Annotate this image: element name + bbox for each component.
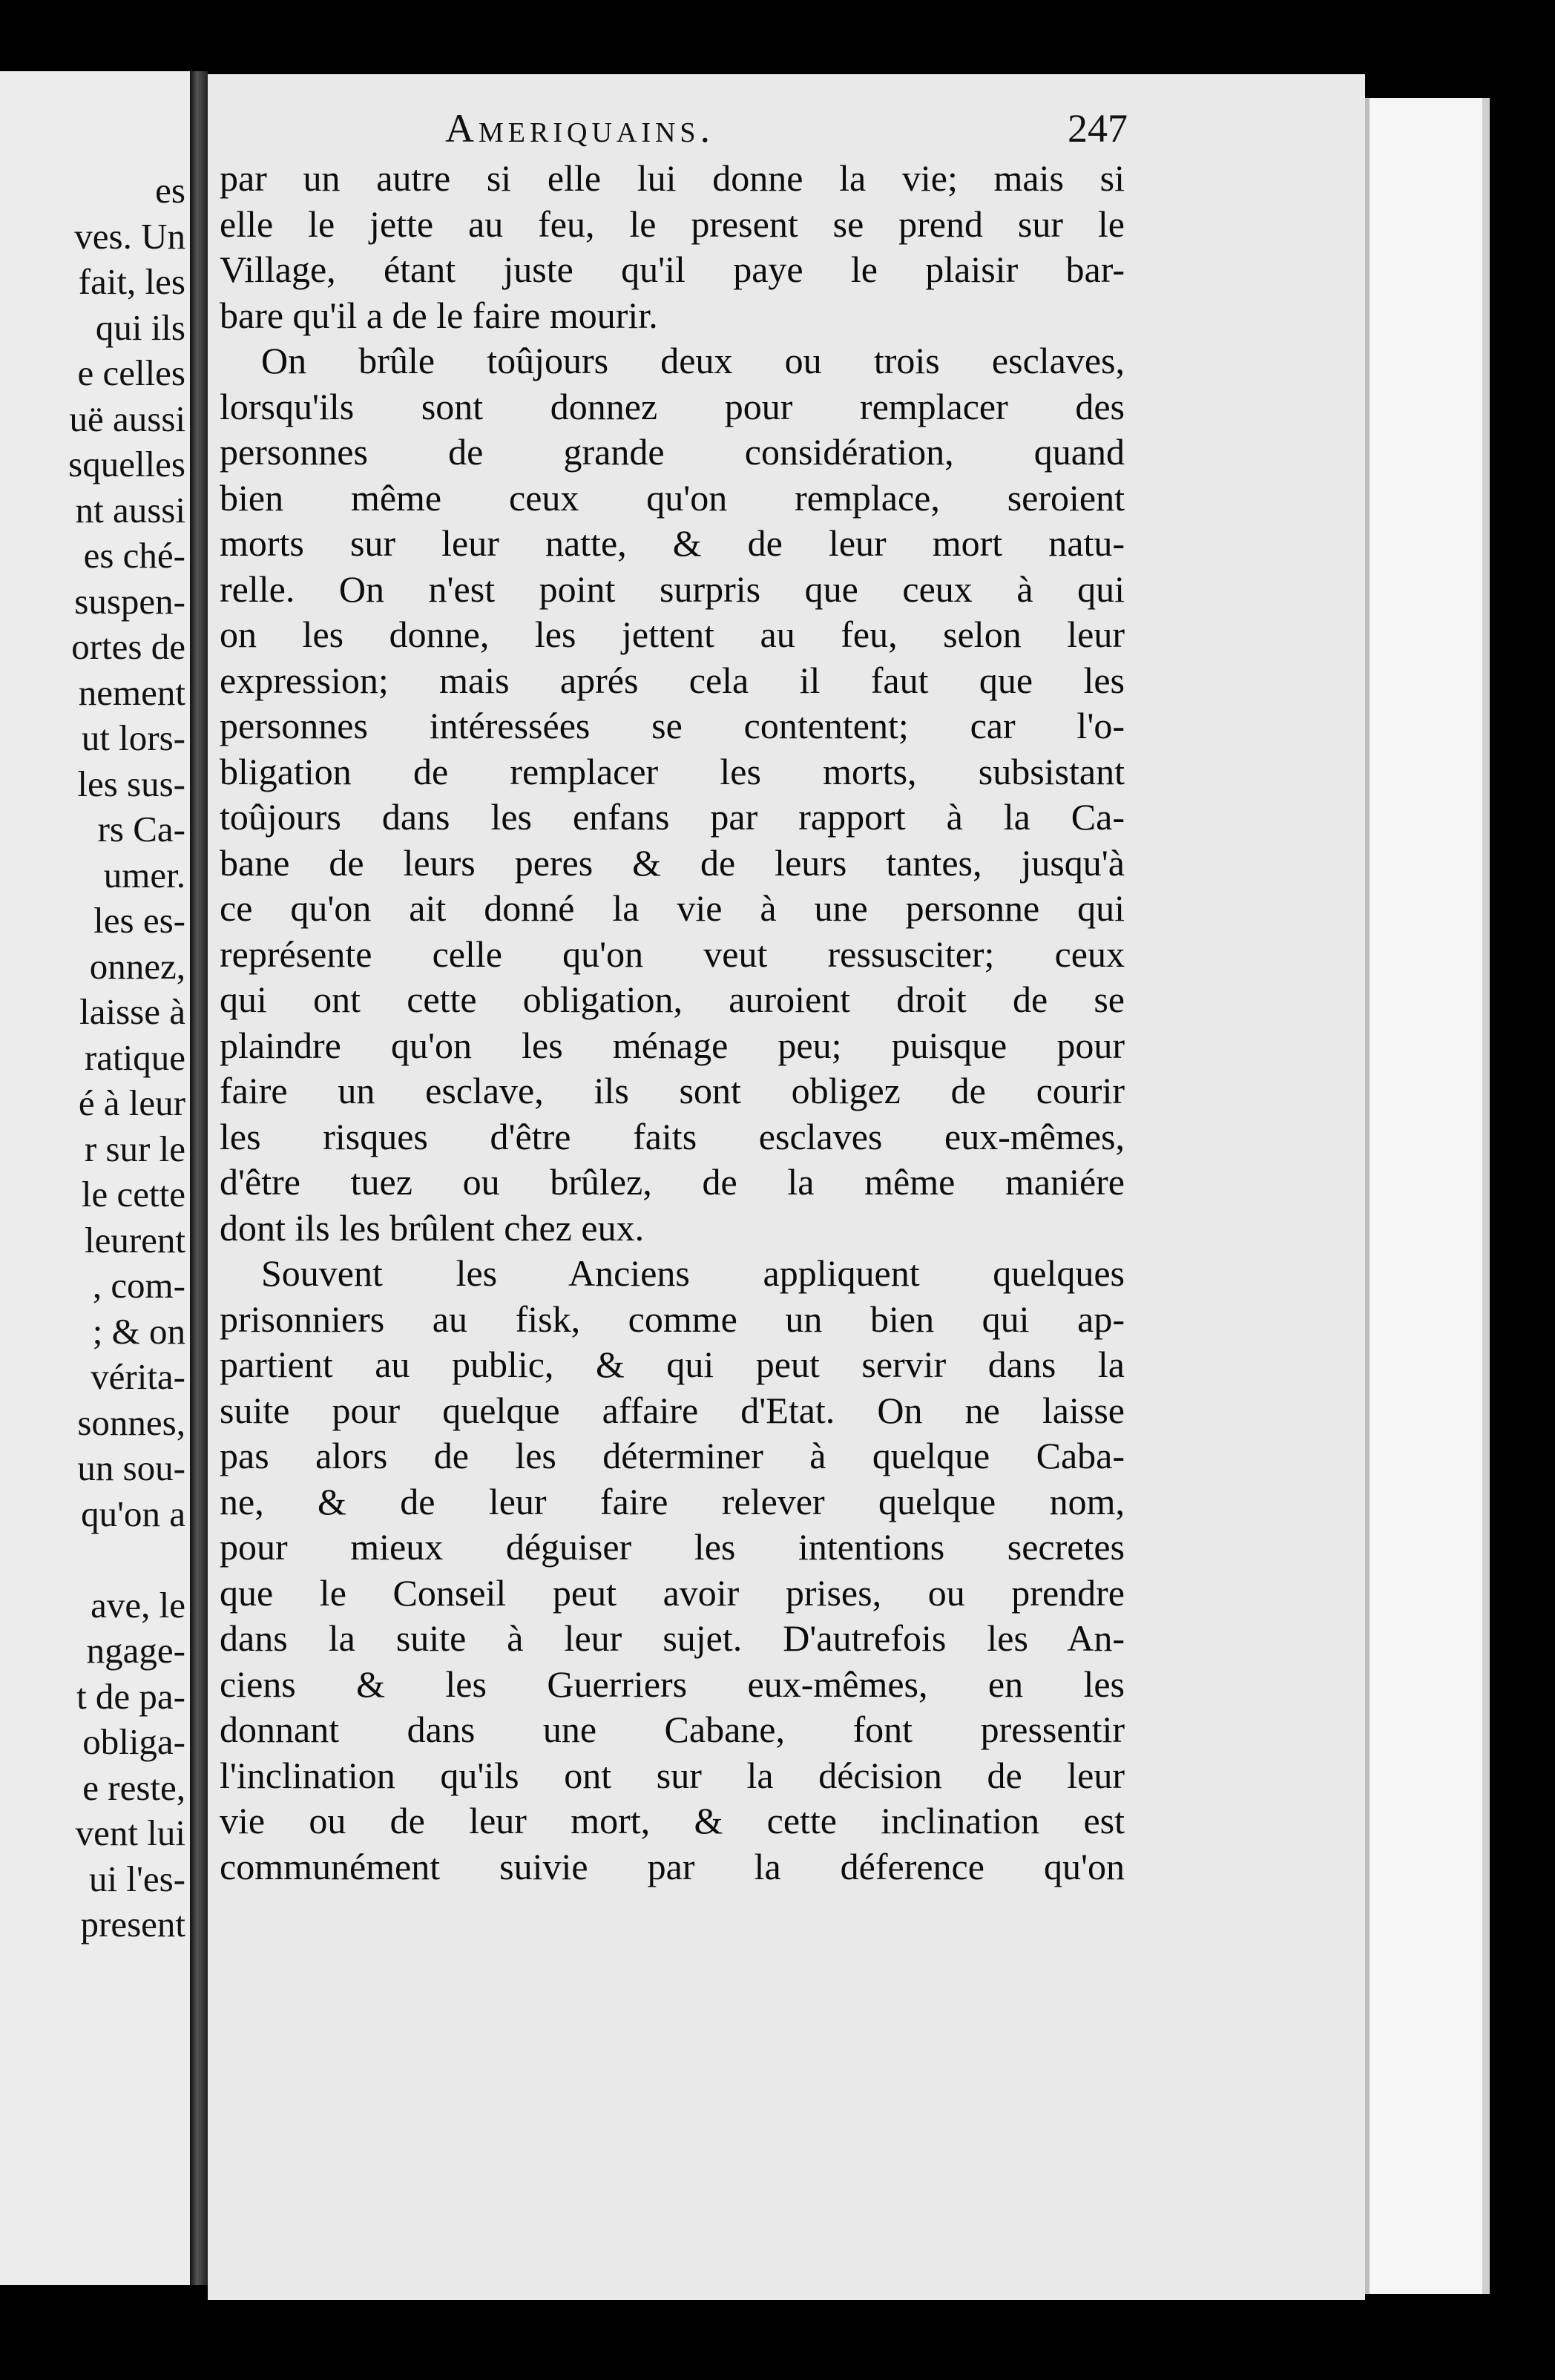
text-line: l'inclination qu'ils ont sur la décision de leur (220, 1754, 1125, 1796)
left-page-line: un sou- (77, 1447, 185, 1488)
left-page-text (68, 168, 185, 1947)
left-page-line: ves. Un (74, 215, 185, 257)
left-page-line: é à leur (78, 1082, 185, 1123)
text-line: partient au public, & qui peut servir dans la (220, 1344, 1125, 1385)
text-line: ce qu'on ait donné la vie à une personne qui (220, 887, 1125, 929)
text-line: que le Conseil peut avoir prises, ou prendre (220, 1571, 1125, 1614)
left-page-line: sonnes, (77, 1401, 185, 1443)
text-line: bare qu'il a de le faire mourir. (220, 294, 658, 336)
page-header (223, 105, 1128, 157)
running-head: Ameriquains. (445, 106, 715, 151)
book-gutter (190, 71, 208, 2285)
text-line: plaindre qu'on les ménage peu; puisque pour (220, 1024, 1125, 1066)
left-page-line: r sur le (84, 1128, 185, 1169)
left-page (0, 71, 190, 2285)
left-page-line: umer. (103, 854, 185, 895)
left-page-line: t de pa- (76, 1675, 185, 1717)
left-page-line: present (80, 1904, 185, 1945)
text-line: dans la suite à leur sujet. D'autrefois les An- (220, 1617, 1125, 1659)
left-page-line: fait, les (78, 261, 185, 302)
left-page-line: obliga- (82, 1721, 185, 1762)
left-page-line: es ché- (83, 535, 185, 576)
left-page-line: ; & on (92, 1310, 185, 1352)
text-line: bligation de remplacer les morts, subsistant (220, 750, 1125, 792)
left-page-line: nt aussi (75, 489, 185, 530)
left-page-line: qu'on a (81, 1493, 185, 1534)
text-line: d'être tuez ou brûlez, de la même maniére (220, 1161, 1125, 1203)
left-page-line: e reste, (82, 1766, 185, 1808)
left-page-line: ratique (84, 1036, 185, 1078)
left-page-line: qui ils (95, 306, 185, 348)
text-line: représente celle qu'on veut ressusciter; ceux (220, 933, 1125, 975)
text-line: expression; mais aprés cela il faut que les (220, 659, 1125, 701)
text-line: Souvent les Anciens appliquent quelques (261, 1252, 1125, 1294)
left-page-line: e celles (77, 352, 185, 393)
left-page-line: onnez, (89, 945, 185, 987)
page-edges (1365, 98, 1490, 2294)
text-line: suite pour quelque affaire d'Etat. On ne laisse (220, 1389, 1125, 1431)
left-page-line: squelles (68, 444, 185, 484)
text-line: vie ou de leur mort, & cette inclination est (220, 1800, 1125, 1841)
left-page-line (68, 1536, 185, 1582)
text-line: pas alors de les déterminer à quelque Caba- (220, 1435, 1125, 1476)
text-line: donnant dans une Cabane, font pressentir (220, 1709, 1125, 1750)
text-line: ciens & les Guerriers eux-mêmes, en les (220, 1663, 1125, 1705)
text-line: bane de leurs peres & de leurs tantes, jusqu'à (220, 841, 1125, 884)
text-line: lorsqu'ils sont donnez pour remplacer des (220, 385, 1125, 427)
text-line: qui ont cette obligation, auroient droit de se (220, 979, 1125, 1020)
text-line: faire un esclave, ils sont obligez de courir (220, 1070, 1125, 1111)
text-line: prisonniers au fisk, comme un bien qui ap- (220, 1298, 1125, 1340)
text-line: toûjours dans les enfans par rapport à la Ca- (220, 796, 1125, 838)
text-line: communément suivie par la déference qu'on (220, 1845, 1125, 1887)
text-line: Village, étant juste qu'il paye le plaisir bar- (220, 249, 1125, 290)
text-line: on les donne, les jettent au feu, selon leur (220, 614, 1125, 655)
left-page-line: le cette (81, 1174, 185, 1214)
text-line: ne, & de leur faire relever quelque nom, (220, 1480, 1125, 1522)
left-page-line: ut lors- (81, 717, 185, 758)
left-page-line: les sus- (77, 763, 185, 804)
left-page-line: uë aussi (69, 398, 185, 439)
left-page-line: vérita- (91, 1356, 185, 1397)
text-line: On brûle toûjours deux ou trois esclaves, (261, 340, 1125, 381)
text-line: personnes intéressées se contentent; car l'o- (220, 705, 1125, 746)
left-page-line: laisse à (79, 991, 185, 1032)
left-page-line: , com- (92, 1265, 185, 1306)
left-page-line: leurent (84, 1219, 185, 1260)
left-page-line: ngage- (86, 1630, 185, 1671)
left-page-line: ui l'es- (89, 1858, 185, 1899)
left-page-line: ortes de (71, 626, 185, 667)
left-page-line: nement (78, 671, 185, 713)
left-page-line: rs Ca- (97, 809, 185, 849)
body-text (220, 156, 1125, 1890)
left-page-line: es (155, 170, 185, 211)
text-line: morts sur leur natte, & de leur mort natu- (220, 522, 1125, 564)
text-line: elle le jette au feu, le present se prend sur le (220, 203, 1125, 245)
text-line: les risques d'être faits esclaves eux-mêmes, (220, 1115, 1125, 1157)
left-page-line: suspen- (74, 580, 185, 622)
left-page-line: vent lui (75, 1812, 185, 1853)
left-page-line: les es- (93, 900, 185, 941)
text-line: relle. On n'est point surpris que ceux à qui (220, 568, 1125, 610)
text-line: personnes de grande considération, quand (220, 431, 1125, 473)
text-line: par un autre si elle lui donne la vie; mais si (220, 157, 1125, 199)
left-page-line: ave, le (91, 1584, 185, 1625)
text-line: bien même ceux qu'on remplace, seroient (220, 476, 1125, 519)
text-line: pour mieux déguiser les intentions secretes (220, 1526, 1125, 1568)
text-line: dont ils les brûlent chez eux. (220, 1206, 645, 1249)
page-number: 247 (1068, 106, 1128, 151)
